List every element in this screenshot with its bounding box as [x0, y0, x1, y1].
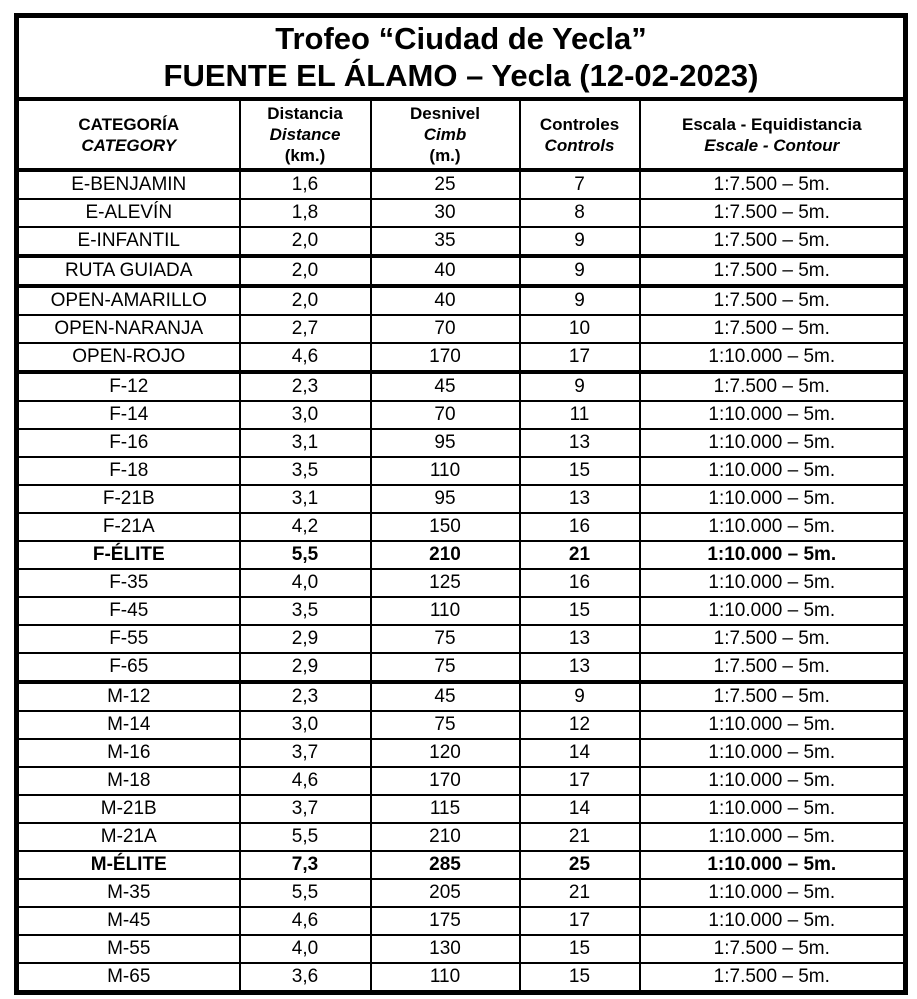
column-header-line: Desnivel [410, 104, 480, 123]
cell-climb_m: 45 [371, 372, 520, 401]
cell-scale: 1:10.000 – 5m. [640, 851, 906, 879]
table-row [17, 256, 906, 286]
cell-controls: 9 [520, 227, 640, 256]
column-header-line: Escala - Equidistancia [682, 114, 862, 134]
event-subtitle: FUENTE EL ÁLAMO – Yecla (12-02-2023) [163, 58, 759, 93]
cell-category: M-12 [17, 682, 240, 711]
cell-distance_km: 1,8 [240, 199, 371, 227]
cell-distance_km: 3,1 [240, 485, 371, 513]
section-escuela [17, 170, 906, 256]
cell-scale: 1:10.000 – 5m. [640, 907, 906, 935]
cell-controls: 14 [520, 739, 640, 767]
cell-controls: 17 [520, 343, 640, 372]
table-row [17, 372, 906, 401]
cell-controls: 14 [520, 795, 640, 823]
title-row [17, 16, 906, 100]
cell-category: M-18 [17, 767, 240, 795]
table-row [17, 541, 906, 569]
table-row [17, 851, 906, 879]
column-header-line: (m.) [429, 146, 461, 165]
cell-scale: 1:10.000 – 5m. [640, 541, 906, 569]
table-row [17, 682, 906, 711]
cell-category: F-35 [17, 569, 240, 597]
cell-distance_km: 1,6 [240, 170, 371, 199]
cell-category: E-INFANTIL [17, 227, 240, 256]
cell-distance_km: 2,3 [240, 682, 371, 711]
cell-distance_km: 2,9 [240, 625, 371, 653]
cell-climb_m: 120 [371, 739, 520, 767]
cell-controls: 8 [520, 199, 640, 227]
cell-category: E-ALEVÍN [17, 199, 240, 227]
cell-scale: 1:10.000 – 5m. [640, 457, 906, 485]
cell-climb_m: 150 [371, 513, 520, 541]
cell-distance_km: 3,6 [240, 963, 371, 993]
cell-distance_km: 5,5 [240, 879, 371, 907]
column-header-line: CATEGORÍA [78, 114, 180, 134]
cell-scale: 1:7.500 – 5m. [640, 963, 906, 993]
cell-category: M-14 [17, 711, 240, 739]
cell-climb_m: 25 [371, 170, 520, 199]
table-row [17, 963, 906, 993]
cell-climb_m: 110 [371, 963, 520, 993]
column-header-category [17, 99, 240, 170]
table-row [17, 711, 906, 739]
cell-category: M-16 [17, 739, 240, 767]
cell-climb_m: 45 [371, 682, 520, 711]
cell-controls: 11 [520, 401, 640, 429]
cell-scale: 1:10.000 – 5m. [640, 823, 906, 851]
column-header-line: Controles [539, 114, 620, 134]
cell-category: F-14 [17, 401, 240, 429]
cell-controls: 15 [520, 597, 640, 625]
cell-climb_m: 170 [371, 767, 520, 795]
cell-scale: 1:10.000 – 5m. [640, 739, 906, 767]
cell-category: F-21A [17, 513, 240, 541]
cell-distance_km: 2,0 [240, 227, 371, 256]
cell-controls: 21 [520, 823, 640, 851]
cell-controls: 15 [520, 935, 640, 963]
cell-climb_m: 210 [371, 541, 520, 569]
column-header-line: Distancia [267, 104, 343, 123]
cell-controls: 21 [520, 541, 640, 569]
cell-climb_m: 170 [371, 343, 520, 372]
cell-category: RUTA GUIADA [17, 256, 240, 286]
section-femenino [17, 372, 906, 682]
table-row [17, 739, 906, 767]
cell-scale: 1:10.000 – 5m. [640, 597, 906, 625]
table-row [17, 653, 906, 682]
column-header-line: Controls [544, 135, 615, 155]
column-header-line: Distance [269, 125, 341, 144]
cell-distance_km: 7,3 [240, 851, 371, 879]
cell-controls: 10 [520, 315, 640, 343]
cell-controls: 15 [520, 963, 640, 993]
table-row [17, 935, 906, 963]
title-cell [17, 16, 906, 100]
cell-distance_km: 4,0 [240, 935, 371, 963]
cell-category: M-55 [17, 935, 240, 963]
cell-scale: 1:7.500 – 5m. [640, 625, 906, 653]
table-row [17, 485, 906, 513]
table-row [17, 315, 906, 343]
cell-scale: 1:10.000 – 5m. [640, 711, 906, 739]
cell-climb_m: 110 [371, 597, 520, 625]
cell-distance_km: 5,5 [240, 823, 371, 851]
cell-controls: 9 [520, 372, 640, 401]
table-row [17, 199, 906, 227]
cell-distance_km: 4,0 [240, 569, 371, 597]
cell-category: M-21B [17, 795, 240, 823]
cell-climb_m: 75 [371, 653, 520, 682]
cell-scale: 1:10.000 – 5m. [640, 485, 906, 513]
table-row [17, 227, 906, 256]
cell-controls: 13 [520, 429, 640, 457]
cell-distance_km: 4,6 [240, 907, 371, 935]
cell-climb_m: 175 [371, 907, 520, 935]
column-header-line: CATEGORY [81, 135, 177, 155]
cell-category: E-BENJAMIN [17, 170, 240, 199]
cell-distance_km: 3,5 [240, 597, 371, 625]
table-row [17, 597, 906, 625]
column-header-row [17, 99, 906, 170]
cell-distance_km: 3,1 [240, 429, 371, 457]
cell-scale: 1:10.000 – 5m. [640, 767, 906, 795]
table-row [17, 795, 906, 823]
section-open [17, 286, 906, 372]
cell-climb_m: 75 [371, 711, 520, 739]
cell-category: M-65 [17, 963, 240, 993]
table-row [17, 401, 906, 429]
cell-climb_m: 30 [371, 199, 520, 227]
cell-scale: 1:7.500 – 5m. [640, 199, 906, 227]
cell-distance_km: 4,2 [240, 513, 371, 541]
cell-climb_m: 125 [371, 569, 520, 597]
cell-distance_km: 5,5 [240, 541, 371, 569]
cell-controls: 9 [520, 286, 640, 315]
cell-controls: 25 [520, 851, 640, 879]
cell-scale: 1:7.500 – 5m. [640, 935, 906, 963]
cell-climb_m: 70 [371, 401, 520, 429]
cell-category: F-18 [17, 457, 240, 485]
cell-climb_m: 130 [371, 935, 520, 963]
cell-category: M-45 [17, 907, 240, 935]
cell-controls: 9 [520, 682, 640, 711]
cell-controls: 9 [520, 256, 640, 286]
cell-category: M-35 [17, 879, 240, 907]
table-row [17, 170, 906, 199]
cell-category: F-ÉLITE [17, 541, 240, 569]
cell-climb_m: 35 [371, 227, 520, 256]
cell-distance_km: 3,5 [240, 457, 371, 485]
cell-scale: 1:10.000 – 5m. [640, 879, 906, 907]
cell-category: F-45 [17, 597, 240, 625]
cell-distance_km: 2,0 [240, 286, 371, 315]
cell-climb_m: 115 [371, 795, 520, 823]
cell-controls: 12 [520, 711, 640, 739]
cell-climb_m: 110 [371, 457, 520, 485]
section-masculino [17, 682, 906, 993]
cell-category: M-21A [17, 823, 240, 851]
cell-category: OPEN-AMARILLO [17, 286, 240, 315]
cell-category: F-12 [17, 372, 240, 401]
table-row [17, 513, 906, 541]
cell-distance_km: 3,7 [240, 795, 371, 823]
cell-controls: 17 [520, 767, 640, 795]
column-header-line: Cimb [423, 125, 467, 144]
cell-controls: 16 [520, 513, 640, 541]
cell-climb_m: 75 [371, 625, 520, 653]
cell-controls: 13 [520, 625, 640, 653]
cell-climb_m: 210 [371, 823, 520, 851]
cell-scale: 1:7.500 – 5m. [640, 286, 906, 315]
cell-controls: 7 [520, 170, 640, 199]
cell-category: F-21B [17, 485, 240, 513]
cell-distance_km: 2,7 [240, 315, 371, 343]
cell-distance_km: 2,0 [240, 256, 371, 286]
cell-category: OPEN-ROJO [17, 343, 240, 372]
column-header-line: Escale - Contour [704, 135, 840, 155]
table-row [17, 569, 906, 597]
cell-climb_m: 95 [371, 485, 520, 513]
cell-category: OPEN-NARANJA [17, 315, 240, 343]
event-title: Trofeo “Ciudad de Yecla” [275, 21, 647, 56]
cell-climb_m: 40 [371, 256, 520, 286]
event-categories-table [14, 13, 908, 995]
cell-scale: 1:7.500 – 5m. [640, 682, 906, 711]
cell-climb_m: 285 [371, 851, 520, 879]
cell-scale: 1:10.000 – 5m. [640, 795, 906, 823]
cell-scale: 1:10.000 – 5m. [640, 569, 906, 597]
cell-scale: 1:7.500 – 5m. [640, 170, 906, 199]
cell-scale: 1:10.000 – 5m. [640, 343, 906, 372]
table-row [17, 907, 906, 935]
table-row [17, 429, 906, 457]
cell-scale: 1:7.500 – 5m. [640, 653, 906, 682]
cell-climb_m: 70 [371, 315, 520, 343]
cell-distance_km: 4,6 [240, 343, 371, 372]
cell-category: M-ÉLITE [17, 851, 240, 879]
table-row [17, 879, 906, 907]
cell-controls: 16 [520, 569, 640, 597]
column-header-scale [640, 99, 906, 170]
cell-controls: 13 [520, 485, 640, 513]
cell-climb_m: 95 [371, 429, 520, 457]
cell-climb_m: 40 [371, 286, 520, 315]
cell-category: F-55 [17, 625, 240, 653]
table-row [17, 823, 906, 851]
cell-scale: 1:10.000 – 5m. [640, 401, 906, 429]
section-ruta-guiada [17, 256, 906, 286]
cell-distance_km: 3,0 [240, 401, 371, 429]
cell-controls: 13 [520, 653, 640, 682]
cell-scale: 1:10.000 – 5m. [640, 513, 906, 541]
table-row [17, 767, 906, 795]
cell-category: F-65 [17, 653, 240, 682]
cell-distance_km: 3,7 [240, 739, 371, 767]
cell-distance_km: 2,3 [240, 372, 371, 401]
cell-scale: 1:7.500 – 5m. [640, 227, 906, 256]
column-header-controls [520, 99, 640, 170]
table-row [17, 625, 906, 653]
cell-distance_km: 4,6 [240, 767, 371, 795]
cell-scale: 1:7.500 – 5m. [640, 315, 906, 343]
cell-distance_km: 2,9 [240, 653, 371, 682]
cell-controls: 15 [520, 457, 640, 485]
column-header-line: (km.) [284, 146, 326, 165]
table-row [17, 343, 906, 372]
table-row [17, 457, 906, 485]
cell-scale: 1:7.500 – 5m. [640, 372, 906, 401]
cell-controls: 21 [520, 879, 640, 907]
cell-scale: 1:10.000 – 5m. [640, 429, 906, 457]
table-row [17, 286, 906, 315]
column-header-distance [240, 99, 371, 170]
cell-distance_km: 3,0 [240, 711, 371, 739]
column-header-climb [371, 99, 520, 170]
cell-climb_m: 205 [371, 879, 520, 907]
cell-controls: 17 [520, 907, 640, 935]
cell-category: F-16 [17, 429, 240, 457]
cell-scale: 1:7.500 – 5m. [640, 256, 906, 286]
